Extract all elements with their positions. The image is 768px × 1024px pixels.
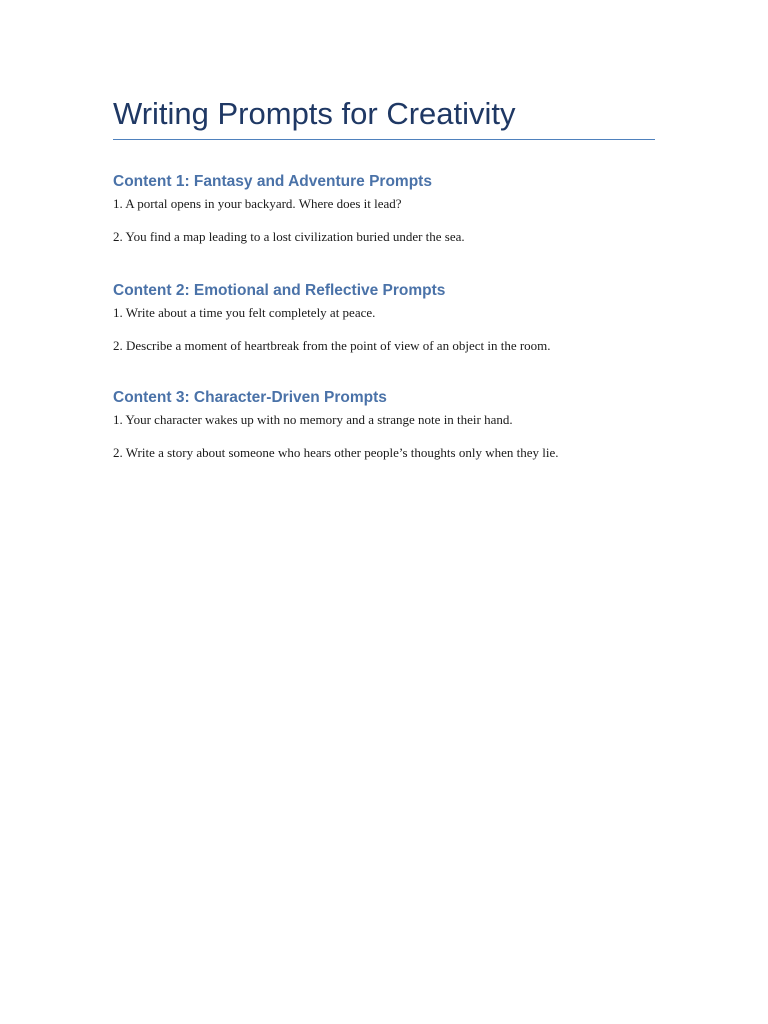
section-character-driven [113,388,655,461]
prompt-item: 1. Your character wakes up with no memory and a strange note in their hand. [113,412,513,427]
section-heading: Content 2: Emotional and Reflective Prompts [113,282,446,299]
section-fantasy-adventure [113,172,655,245]
prompt-item: 2. You find a map leading to a lost civilization buried under the sea. [113,229,465,244]
prompt-item: 2. Describe a moment of heartbreak from the point of view of an object in the room. [113,338,551,353]
section-heading: Content 1: Fantasy and Adventure Prompts [113,173,432,190]
page-title: Writing Prompts for Creativity [113,96,516,131]
title-divider [113,139,655,140]
section-heading: Content 3: Character-Driven Prompts [113,389,387,406]
prompt-item: 1. Write about a time you felt completely at peace. [113,305,376,320]
prompt-item: 2. Write a story about someone who hears other people’s thoughts only when they lie. [113,445,559,460]
section-emotional-reflective [113,281,655,354]
prompt-item: 1. A portal opens in your backyard. Where does it lead? [113,196,402,211]
